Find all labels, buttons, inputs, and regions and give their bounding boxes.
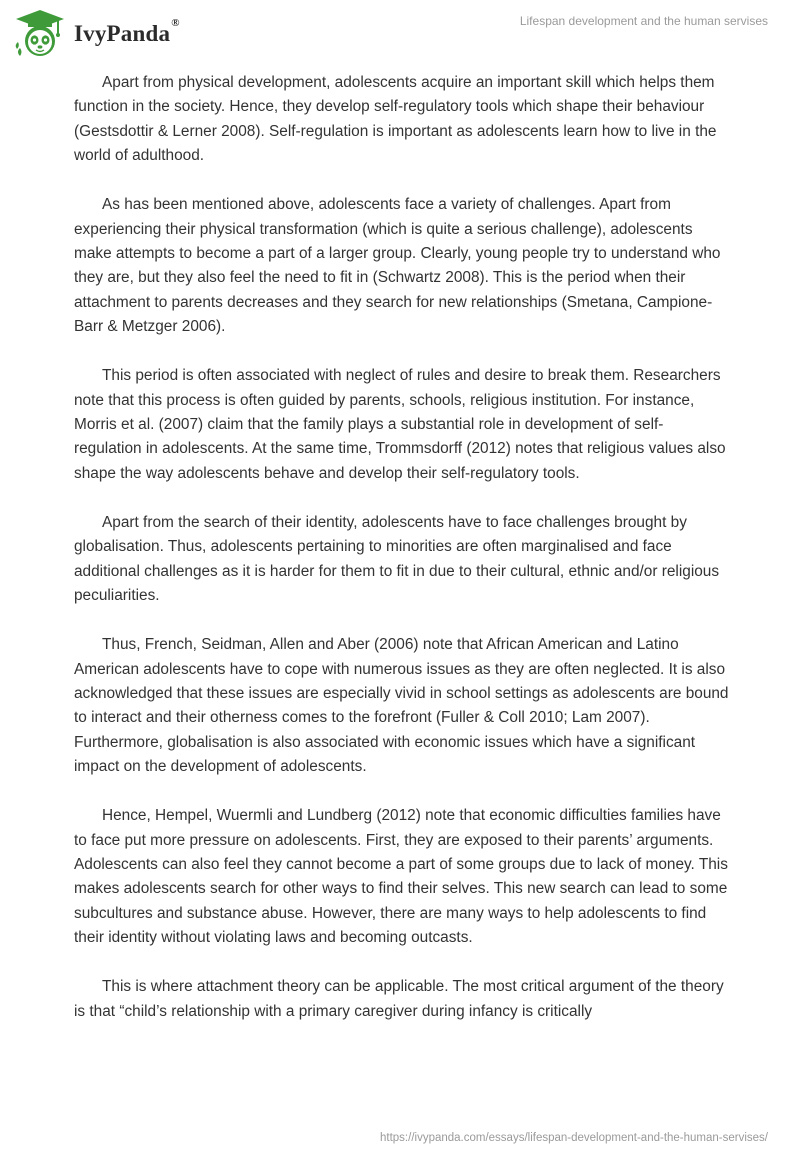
paragraph-7: This is where attachment theory can be applicable. The most critical argument of the theory is that “child’s relationship with a primary caregiver during infancy is critically [74,978,724,1020]
paragraph-6: Hence, Hempel, Wuermli and Lundberg (2012) note that economic difficulties families have to face put more pressure on adolescents. First, they are exposed to their parents’ arguments. Adolescents can also feel they cannot become a part of some groups due to lack of money. This makes adolescents search for other ways to find their selves. This new search can lead to some subcultures and substance abuse. However, there are many ways to help adolescents to find their identity without violating laws and becoming outcasts. [74,807,728,947]
paragraph-5: Thus, French, Seidman, Allen and Aber (2006) note that African American and Latino American adolescents have to cope with numerous issues as they are often neglected. It is also acknowledged that these issues are especially vivid in school settings as adolescents are bound to interact and their otherness comes to the forefront (Fuller & Coll 2010; Lam 2007). Furthermore, globalisation is also associated with economic issues which have a significant impact on the development of adolescents. [74,636,729,776]
paragraph-2: As has been mentioned above, adolescents face a variety of challenges. Apart from experiencing their physical transformation (which is quite a serious challenge), adolescents make attempts to become a part of a larger group. Clearly, young people try to understand who they are, but they also feel the need to fit in (Schwartz 2008). This is the period when their attachment to parents decreases and they search for new relationships (Smetana, Campione-Barr & Metzger 2006). [74,196,721,336]
registered-mark: ® [171,17,180,30]
document-title: Lifespan development and the human servises [519,14,768,28]
page-header [0,0,800,64]
brand-name [74,17,180,47]
paragraph-1: Apart from physical development, adolescents acquire an important skill which helps them function in the society. Hence, they develop self-regulatory tools which shape their behaviour (Gestsdottir & Lerner 2008). Self-regulation is important as adolescents learn how to live in the world of adulthood. [74,74,717,165]
ivypanda-logo[interactable] [14,8,180,58]
paragraph-3: This period is often associated with neglect of rules and desire to break them. Researchers note that this process is often guided by parents, schools, religious institution. For instance, Morris et al. (2007) claim that the family plays a substantial role in development of self-regulation in adolescents. At the same time, Trommsdorff (2012) notes that religious values also shape the way adolescents behave and develop their self-regulatory tools. [74,367,726,482]
brand-wordmark: IvyPanda [74,21,171,46]
source-url[interactable]: https://ivypanda.com/essays/lifespan-development-and-the-human-servises/ [380,1132,768,1144]
paragraph-4: Apart from the search of their identity, adolescents have to face challenges brought by globalisation. Thus, adolescents pertaining to minorities are often marginalised and face additional challenges as it is harder for them to fit in due to their cultural, ethnic and/or religious peculiarities. [74,513,720,605]
panda-graduate-icon [14,8,66,58]
essay-body [74,71,730,1049]
